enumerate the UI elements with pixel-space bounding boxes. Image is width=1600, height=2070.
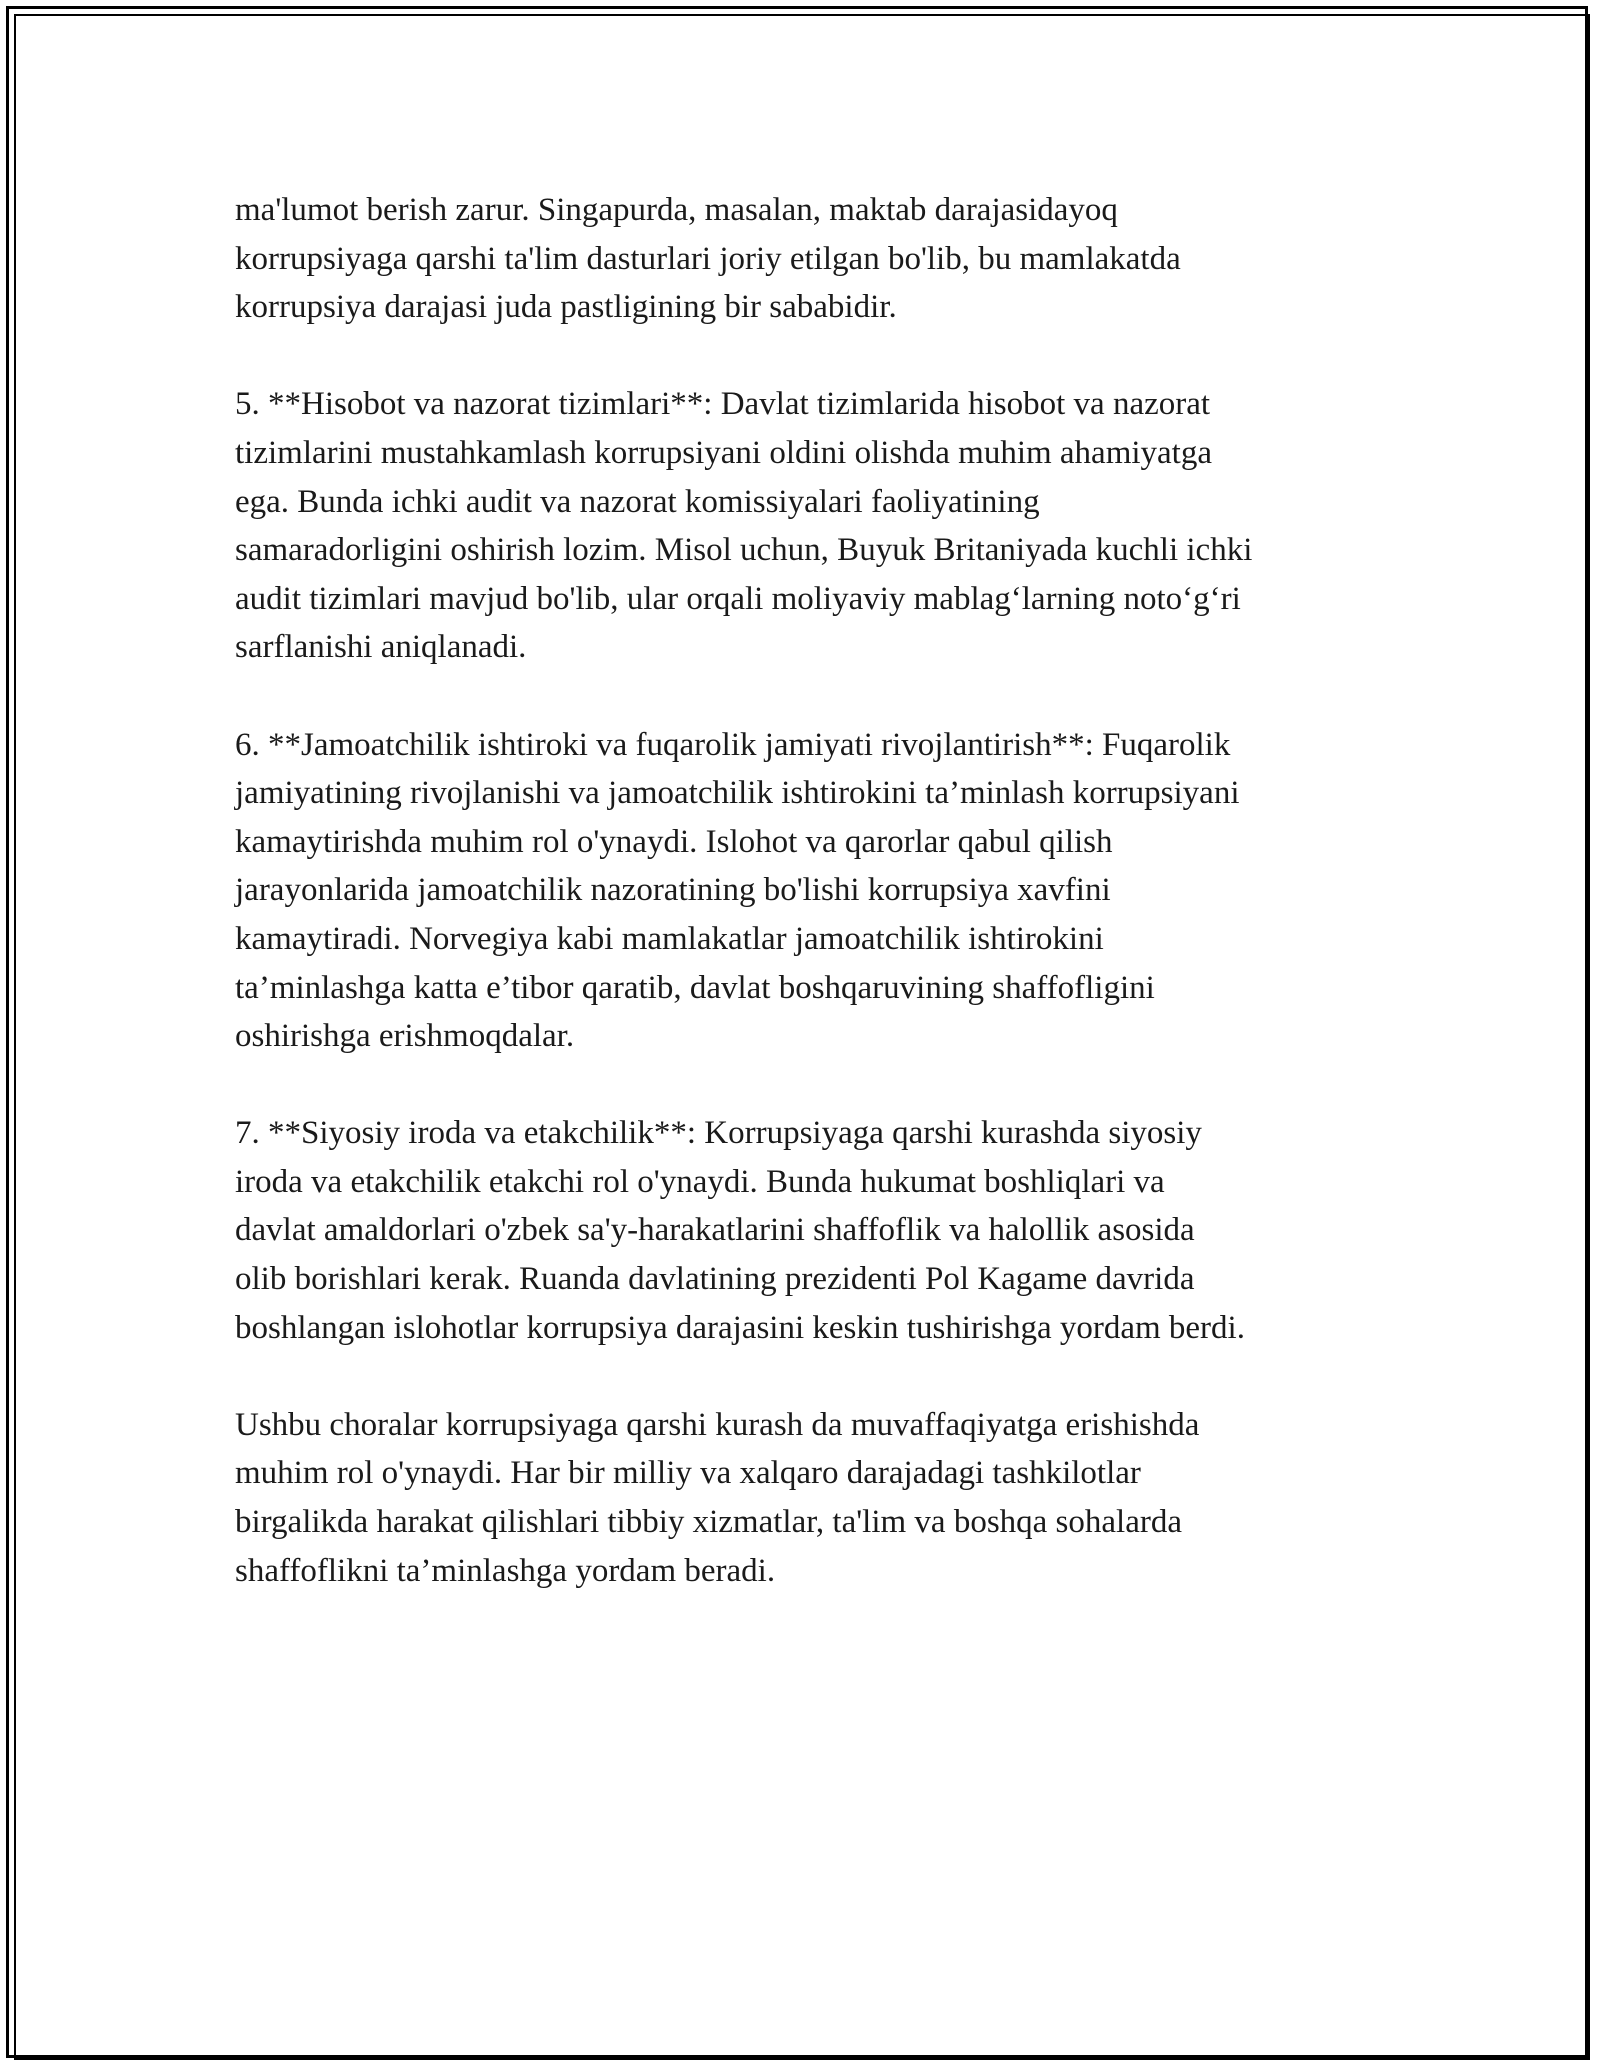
- document-body: [235, 186, 1395, 1595]
- paragraph-public-participation: 6. **Jamoatchilik ishtiroki va fuqarolik jamiyati rivojlantirish**: Fuqarolik jamiyatining rivojlanishi va jamoatchilik ishtirokini ta’minlash korrupsiyani kamaytirishda muhim rol o'ynaydi. Islohot va qarorlar qabul qilish jarayonlarida jamoatchilik nazoratining bo'lishi korrupsiya xavfini kamaytiradi. Norvegiya kabi mamlakatlar jamoatchilik ishtirokini ta’minlashga katta e’tibor qaratib, davlat boshqaruvining shaffofligini oshirishga erishmoqdalar.: [235, 726, 1240, 1055]
- paragraph-conclusion: Ushbu choralar korrupsiyaga qarshi kurash da muvaffaqiyatga erishishda muhim rol o'ynaydi. Har bir milliy va xalqaro darajadagi tashkilotlar birgalikda harakat qilishlari tibbiy xizmatlar, ta'lim va boshqa sohalarda shaffoflikni ta’minlashga yordam beradi.: [235, 1406, 1200, 1589]
- paragraph-political-will: 7. **Siyosiy iroda va etakchilik**: Korrupsiyaga qarshi kurashda siyosiy iroda va etakchilik etakchi rol o'ynaydi. Bunda hukumat boshliqlari va davlat amaldorlari o'zbek sa'y-harakatlarini shaffoflik va halollik asosida olib borishlari kerak. Ruanda davlatining prezidenti Pol Kagame davrida boshlangan islohotlar korrupsiya darajasini keskin tushirishga yordam berdi.: [235, 1115, 1245, 1346]
- paragraph-reporting-control: 5. **Hisobot va nazorat tizimlari**: Davlat tizimlarida hisobot va nazorat tizimlarini mustahkamlash korrupsiyani oldini olishda muhim ahamiyatga ega. Bunda ichki audit va nazorat komissiyalari faoliyatining samaradorligini oshirish lozim. Misol uchun, Buyuk Britaniyada kuchli ichki audit tizimlari mavjud bo'lib, ular orqali moliyaviy mablag‘larning noto‘g‘ri sarflanishi aniqlanadi.: [235, 386, 1253, 666]
- paragraph-education-intro: ma'lumot berish zarur. Singapurda, masalan, maktab darajasidayoq korrupsiyaga qarshi ta'lim dasturlari joriy etilgan bo'lib, bu mamlakatda korrupsiya darajasi juda pastligining bir sababidir.: [235, 192, 1181, 326]
